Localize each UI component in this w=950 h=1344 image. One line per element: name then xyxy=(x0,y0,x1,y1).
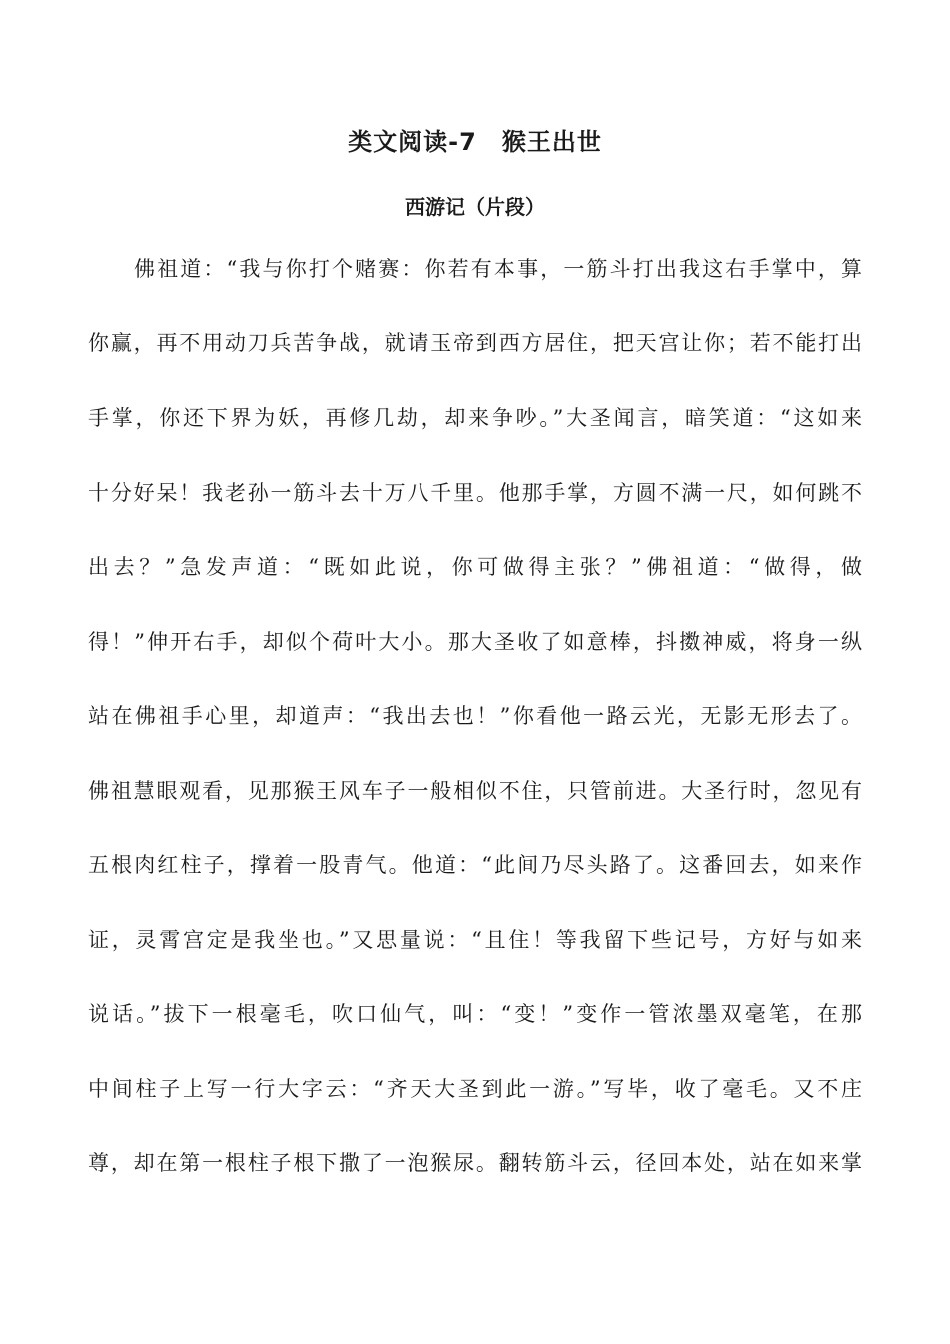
body-text-line-7: 站在佛祖手心里，却道声：“我出去也！”你看他一路云光，无影无形去了。 xyxy=(88,704,862,728)
page-subtitle: 西游记（片段） xyxy=(405,195,545,219)
body-text-line-8: 佛祖慧眼观看，见那猴王风车子一般相似不住，只管前进。大圣行时，忽见有 xyxy=(88,779,862,803)
body-text-line-5: 出去？”急发声道：“既如此说，你可做得主张？”佛祖道：“做得，做 xyxy=(88,555,862,579)
body-text-line-6: 得！”伸开右手，却似个荷叶大小。那大圣收了如意棒，抖擞神威，将身一纵 xyxy=(88,630,862,654)
body-text-line-9: 五根肉红柱子，撑着一股青气。他道：“此间乃尽头路了。这番回去，如来作 xyxy=(88,853,862,877)
page-title: 类文阅读-7 猴王出世 xyxy=(348,128,602,156)
body-text-line-2: 你赢，再不用动刀兵苦争战，就请玉帝到西方居住，把天宫让你；若不能打出 xyxy=(88,331,862,355)
body-text-line-3: 手掌，你还下界为妖，再修几劫，却来争吵。”大圣闻言，暗笑道：“这如来 xyxy=(88,406,862,430)
body-text-line-10: 证，灵霄宫定是我坐也。”又思量说：“且住！等我留下些记号，方好与如来 xyxy=(88,928,862,952)
body-text-line-13: 尊，却在第一根柱子根下撒了一泡猴尿。翻转筋斗云，径回本处，站在如来掌 xyxy=(88,1151,862,1175)
body-text-line-11: 说话。”拔下一根毫毛，吹口仙气，叫：“变！”变作一管浓墨双毫笔，在那 xyxy=(88,1002,862,1026)
body-text-line-4: 十分好呆！我老孙一筋斗去十万八千里。他那手掌，方圆不满一尺，如何跳不 xyxy=(88,481,862,505)
body-text-line-1: 佛祖道：“我与你打个赌赛：你若有本事，一筋斗打出我这右手掌中，算 xyxy=(134,257,862,281)
body-text-line-12: 中间柱子上写一行大字云：“齐天大圣到此一游。”写毕，收了毫毛。又不庄 xyxy=(88,1077,862,1101)
